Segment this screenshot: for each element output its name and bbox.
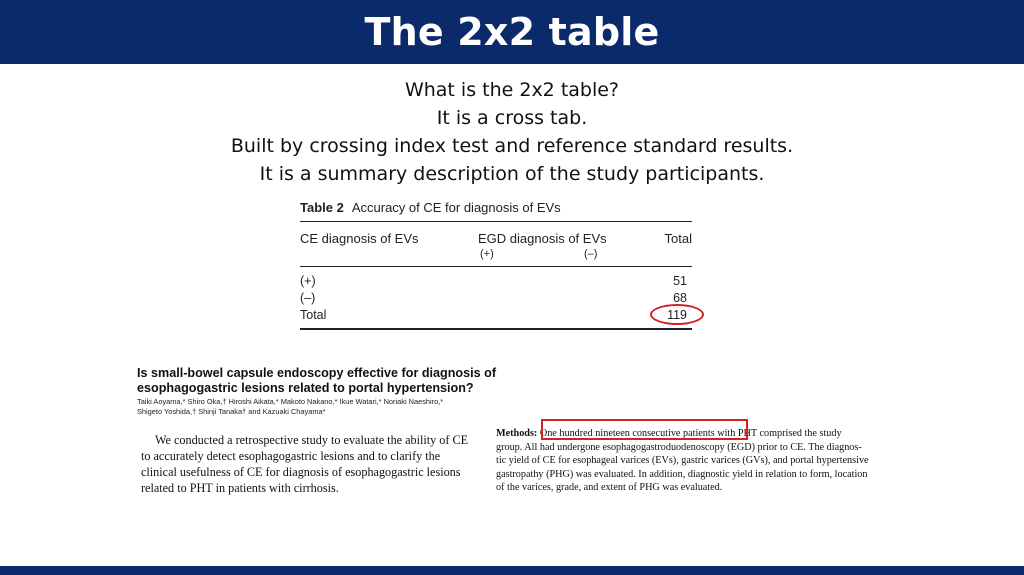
col-header-total: Total xyxy=(664,231,692,246)
table-label: Table 2 xyxy=(300,200,344,215)
intro-line: What is the 2x2 table? xyxy=(404,79,620,101)
total-highlight-ellipse xyxy=(650,304,704,325)
methods-line: group. All had undergone esophagogastroduodenoscopy (EGD) prior to CE. The diagnos- xyxy=(496,441,862,453)
methods-line: of the varices, grade, and extent of PHG was evaluated. xyxy=(496,482,723,493)
abstract-line: to accurately detect esophagogastric lesions and to clarify the xyxy=(141,449,441,463)
intro-text xyxy=(0,76,1024,188)
intro-line: Built by crossing index test and reference standard results. xyxy=(230,135,794,157)
col-header-index: CE diagnosis of EVs xyxy=(300,231,419,246)
intro-line: It is a cross tab. xyxy=(436,107,588,129)
col-header-reference: EGD diagnosis of EVs xyxy=(478,231,607,246)
paper-authors xyxy=(137,397,507,417)
abstract-line: We conducted a retrospective study to evaluate the ability of CE xyxy=(155,433,469,447)
accuracy-table xyxy=(300,200,692,322)
methods-line: gastropathy (PHG) was evaluated. In addition, diagnostic yield in relation to form, location xyxy=(496,468,868,480)
methods-line: tic yield of CE for esophageal varices (EVs), gastric varices (GVs), and portal hypertensive xyxy=(496,455,869,466)
slide-title: The 2x2 table xyxy=(364,10,660,54)
paper-title xyxy=(137,366,507,396)
row-total: 68 xyxy=(673,291,687,305)
paper-title-line: esophagogastric lesions related to portal hypertension? xyxy=(137,381,474,395)
row-label: (–) xyxy=(300,291,316,305)
patients-highlight-box xyxy=(541,419,748,440)
row-total: 119 xyxy=(667,308,687,322)
row-label: (+) xyxy=(300,274,316,288)
methods-label: Methods: xyxy=(496,428,538,439)
title-bar xyxy=(0,0,1024,64)
table-row xyxy=(300,308,692,325)
table-rule-bottom xyxy=(300,328,692,330)
intro-line: It is a summary description of the study participants. xyxy=(259,163,765,185)
paper-abstract xyxy=(141,432,481,496)
table-rule-mid xyxy=(300,266,692,267)
authors-line: Taiki Aoyama,* Shiro Oka,† Hiroshi Aikata,* Makoto Nakano,* Ikue Watari,* Noriaki Naeshiro,* xyxy=(137,397,444,406)
table-row xyxy=(300,274,692,291)
methods-first-line: One hundred nineteen consecutive patients with PHT comprised the study xyxy=(537,428,842,439)
footer-bar xyxy=(0,566,1024,575)
row-total: 51 xyxy=(673,274,687,288)
row-label: Total xyxy=(300,308,327,322)
table-rule-top xyxy=(300,221,692,222)
subheader-negative: (–) xyxy=(584,248,598,260)
paper-title-line: Is small-bowel capsule endoscopy effective for diagnosis of xyxy=(137,366,497,380)
table-row xyxy=(300,291,692,308)
table-caption xyxy=(300,200,692,220)
abstract-line: related to PHT in patients with cirrhosis. xyxy=(141,481,339,495)
table-caption-text: Accuracy of CE for diagnosis of EVs xyxy=(351,200,561,215)
abstract-line: clinical usefulness of CE for diagnosis of esophagogastric lesions xyxy=(141,465,461,479)
subheader-positive: (+) xyxy=(480,248,494,260)
authors-line: Shigeto Yoshida,† Shinji Tanaka† and Kazuaki Chayama* xyxy=(137,407,326,416)
